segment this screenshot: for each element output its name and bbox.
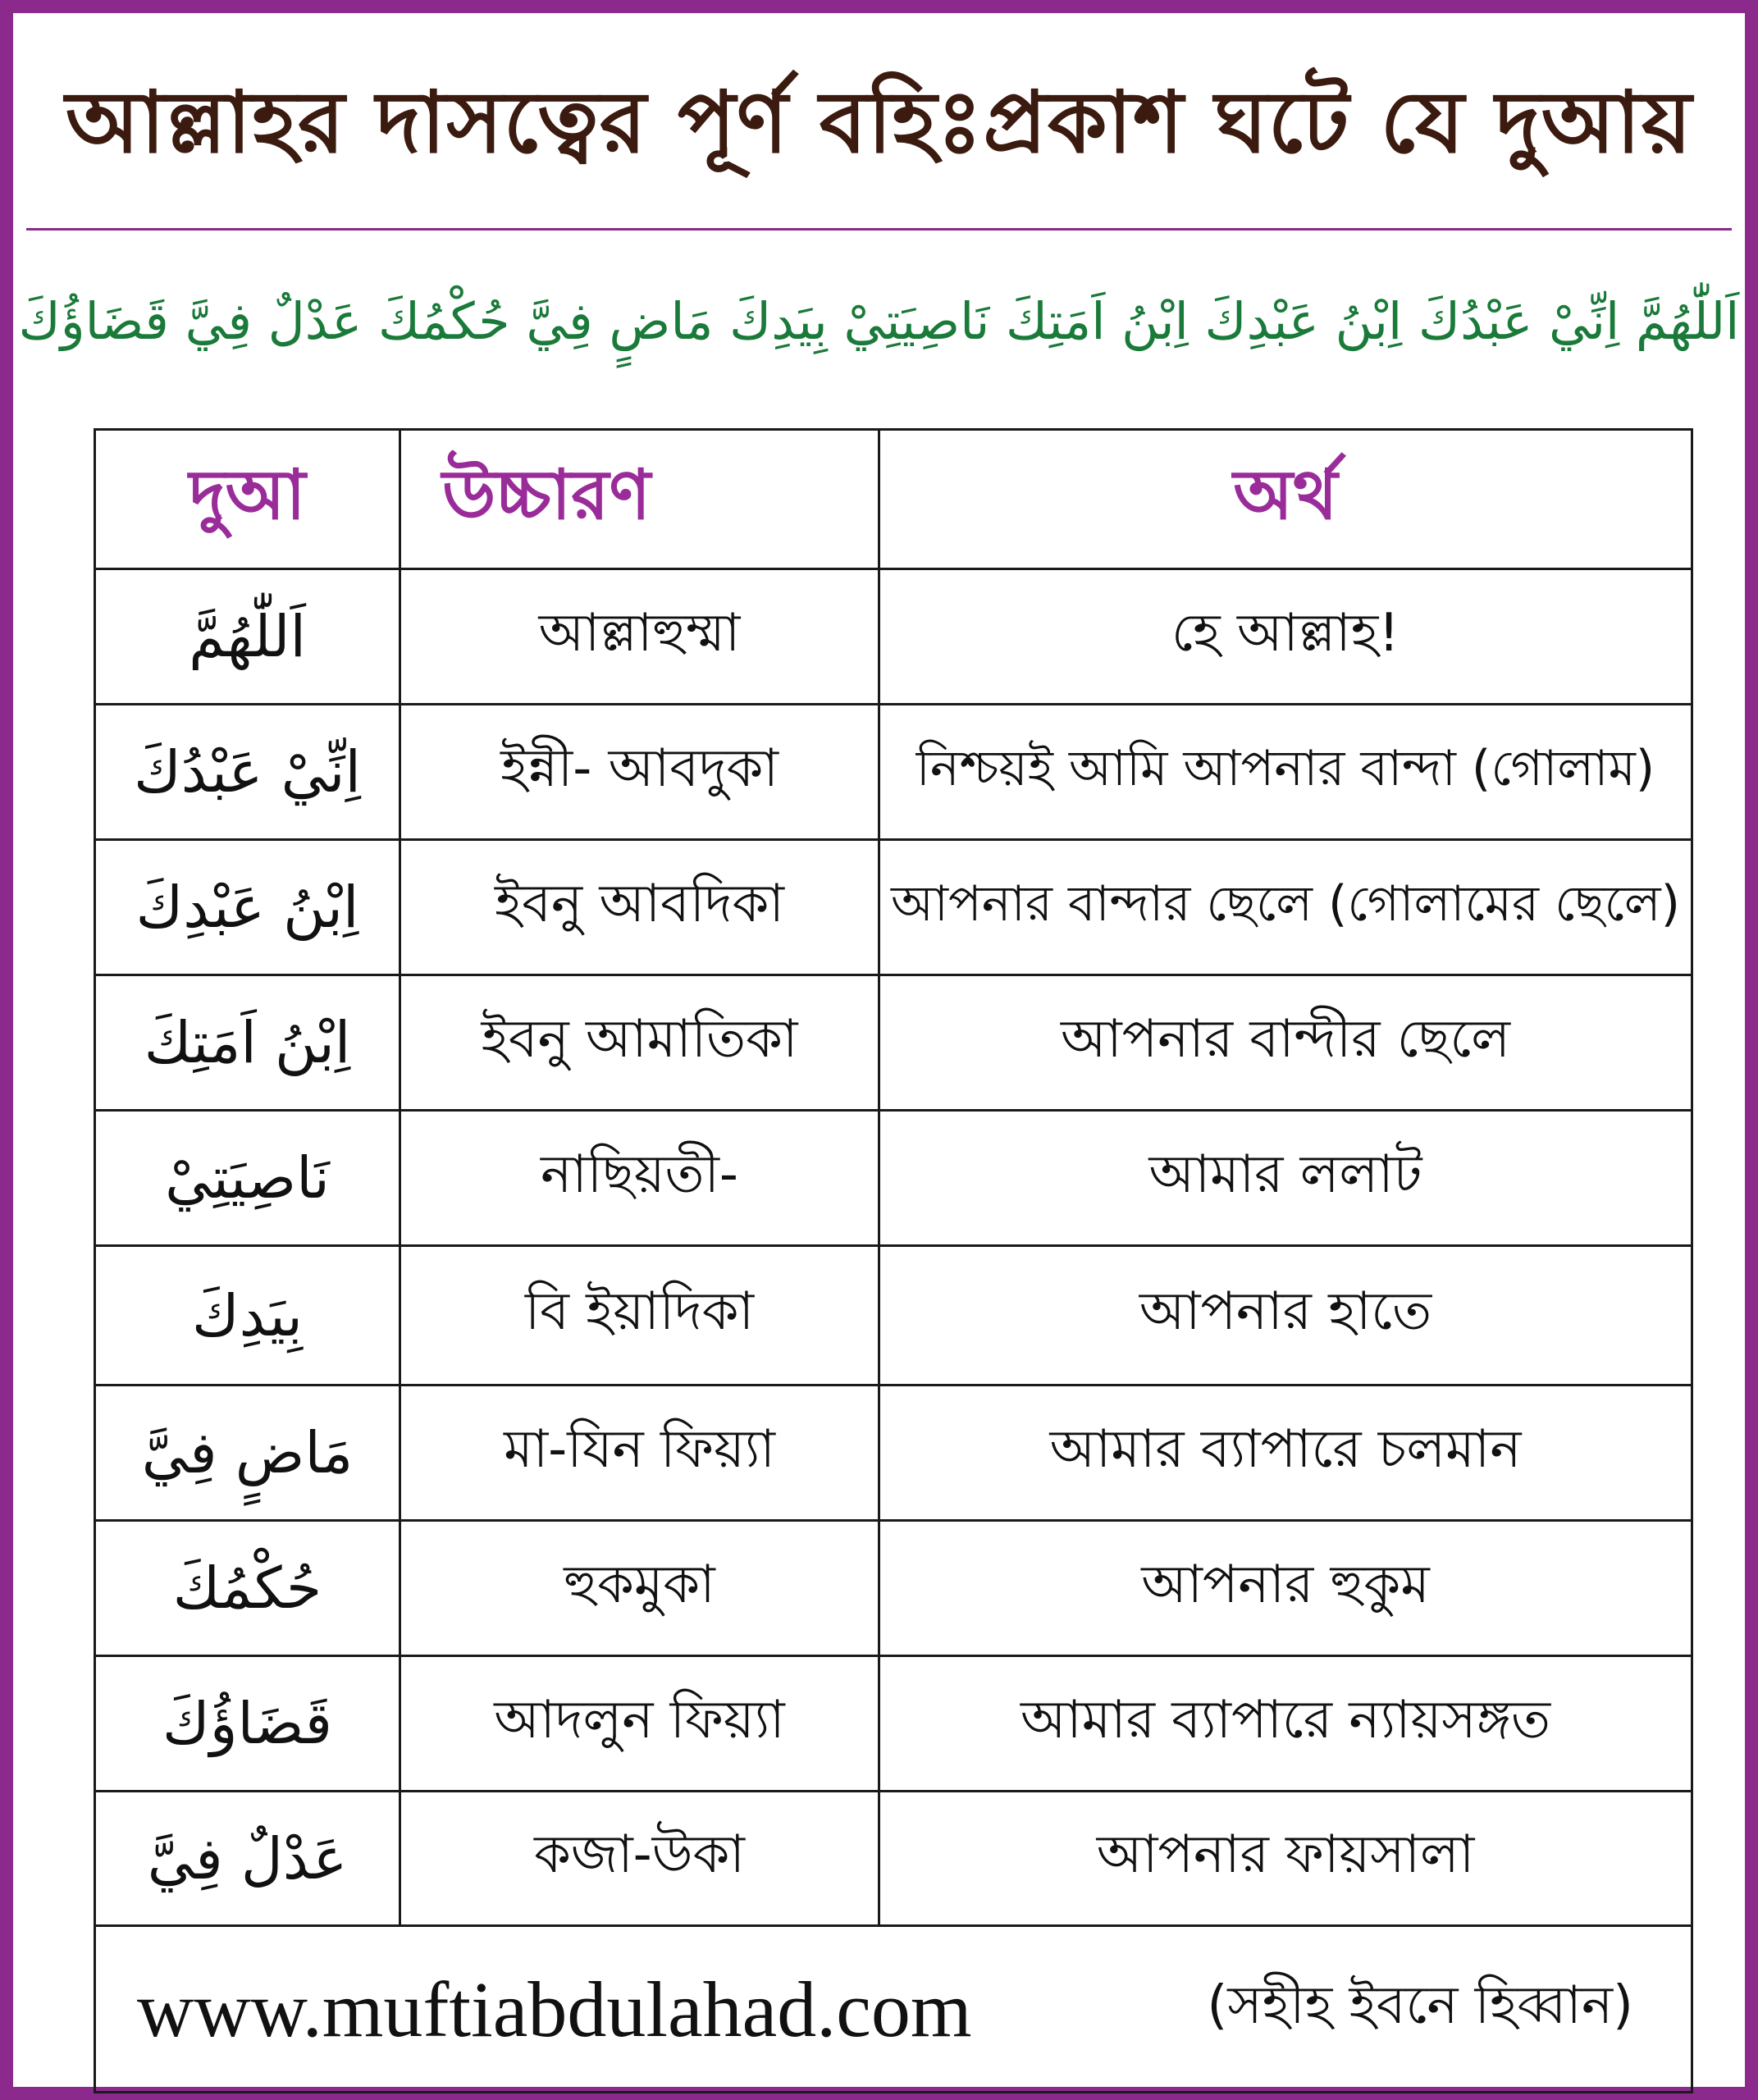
table-row — [96, 976, 1691, 1112]
row-pronunciation: ইবনু আবদিকা — [495, 873, 784, 934]
row-arabic: نَاصِيَتِيْ — [165, 1144, 330, 1212]
row-meaning: নিশ্চয়ই আমি আপনার বান্দা (গোলাম) — [916, 740, 1655, 797]
row-arabic: بِيَدِكَ — [191, 1281, 304, 1349]
row-arabic: اَللّٰهُمَّ — [189, 603, 306, 670]
row-pronunciation: ইবনু আমাতিকা — [481, 1008, 798, 1070]
table-row — [96, 1522, 1691, 1657]
source-citation: (সহীহ ইবনে হিব্বান) — [1207, 1974, 1633, 2036]
row-meaning: আপনার বান্দার ছেলে (গোলামের ছেলে) — [890, 875, 1680, 933]
row-pronunciation: নাছিয়তী- — [541, 1144, 738, 1205]
dua-table — [94, 428, 1693, 2093]
row-pronunciation: কজা-উকা — [534, 1824, 745, 1885]
header-dua: দুআ — [189, 454, 306, 535]
table-row — [96, 570, 1691, 705]
table-row — [96, 1247, 1691, 1386]
row-arabic: اِبْنُ عَبْدِكَ — [135, 874, 359, 941]
row-meaning: আপনার ফায়সালা — [1096, 1824, 1475, 1885]
title-divider — [26, 228, 1732, 231]
row-pronunciation: মা-যিন ফিয়্যা — [504, 1418, 775, 1480]
row-meaning: আমার ব্যাপারে ন্যায়সঙ্গত — [1020, 1689, 1551, 1751]
row-arabic: حُكْمُكَ — [172, 1554, 322, 1622]
row-pronunciation: ইন্নী- আবদুকা — [500, 737, 779, 799]
table-row — [96, 1657, 1691, 1792]
row-arabic: اِبْنُ اَمَتِكَ — [144, 1009, 351, 1076]
table-header-row — [96, 431, 1691, 570]
table-row — [96, 1386, 1691, 1522]
header-pronunciation: উচ্চারণ — [442, 454, 651, 535]
row-meaning: আমার ললাট — [1148, 1144, 1422, 1205]
header-meaning: অর্থ — [1233, 454, 1338, 535]
row-arabic: قَضَاؤُكَ — [162, 1690, 332, 1757]
table-row — [96, 705, 1691, 841]
row-meaning: আপনার হুকুম — [1141, 1554, 1430, 1615]
row-arabic: عَدْلٌ فِيَّ — [147, 1824, 348, 1892]
row-meaning: আমার ব্যাপারে চলমান — [1049, 1418, 1522, 1480]
table-row — [96, 841, 1691, 976]
poster-title: আল্লাহর দাসত্বের পূর্ণ বহিঃপ্রকাশ ঘটে যে দুআয় — [65, 72, 1693, 172]
row-pronunciation: হুকমুকা — [564, 1554, 715, 1615]
website-link[interactable]: www.muftiabdulahad.com — [137, 1965, 972, 2053]
table-row — [96, 1112, 1691, 1247]
table-row — [96, 1792, 1691, 1927]
arabic-dua-line: اَللّٰهُمَّ اِنِّيْ عَبْدُكَ اِبْنُ عَبْدِكَ اِبْنُ اَمَتِكَ نَاصِيَتِيْ بِيَدِكَ مَاضٍ فِيَّ حُكْمُكَ عَدْلٌ فِيَّ قَضَاؤُكَ — [18, 290, 1740, 351]
row-pronunciation: বি ইয়াদিকা — [524, 1281, 755, 1342]
table-footer — [96, 1927, 1691, 2091]
header-cell-pronunciation — [401, 431, 880, 568]
row-arabic: اِنِّيْ عَبْدُكَ — [134, 738, 361, 806]
header-cell-dua — [96, 431, 401, 568]
row-meaning: হে আল্লাহ! — [1171, 602, 1400, 664]
header-cell-meaning — [880, 431, 1691, 568]
row-meaning: আপনার বান্দীর ছেলে — [1061, 1008, 1510, 1070]
row-arabic: مَاضٍ فِيَّ — [141, 1419, 354, 1486]
row-pronunciation: আদলুন ফিয়্যা — [494, 1689, 785, 1751]
row-meaning: আপনার হাতে — [1139, 1281, 1432, 1342]
row-pronunciation: আল্লাহুম্মা — [538, 602, 741, 664]
